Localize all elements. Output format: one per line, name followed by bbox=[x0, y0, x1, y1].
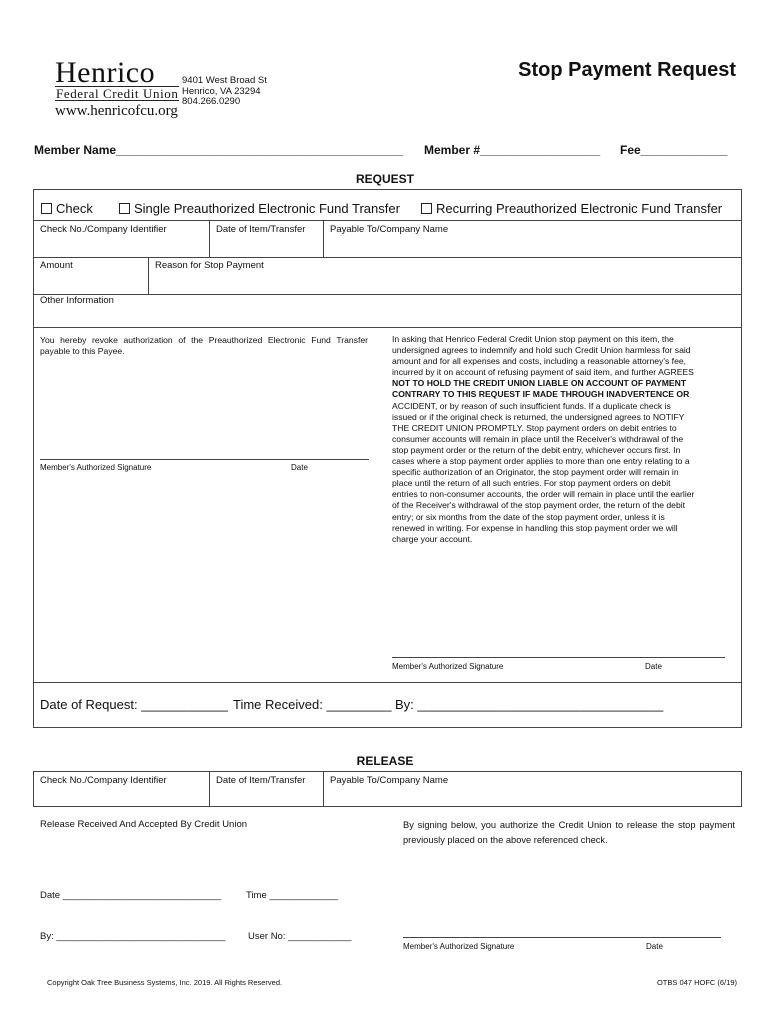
divider bbox=[33, 327, 742, 328]
stop-payment-agreement-text bbox=[392, 334, 732, 545]
recurring-eft-label: Recurring Preauthorized Electronic Fund Transfer bbox=[436, 201, 723, 216]
agreement-line: NOT TO HOLD THE CREDIT UNION LIABLE ON ACCOUNT OF PAYMENT bbox=[392, 378, 687, 389]
agreement-line: THE CREDIT UNION PROMPTLY. Stop payment orders on debit entries to bbox=[392, 422, 677, 433]
check-no-field[interactable]: Check No./Company Identifier bbox=[40, 224, 167, 235]
payable-to-field[interactable]: Payable To/Company Name bbox=[330, 224, 449, 235]
reason-field[interactable]: Reason for Stop Payment bbox=[155, 260, 264, 271]
fee-field[interactable]: Fee_____________ bbox=[620, 143, 728, 157]
divider bbox=[33, 294, 742, 295]
agreement-line: cases where a stop payment order applies to more than one entry relating to a bbox=[392, 456, 690, 467]
release-signature-line[interactable] bbox=[403, 937, 721, 938]
date-of-request-field[interactable]: Date of Request: ____________ bbox=[40, 697, 228, 712]
signature-date-label: Date bbox=[291, 463, 308, 472]
single-eft-label: Single Preauthorized Electronic Fund Transfer bbox=[134, 201, 400, 216]
single-eft-option[interactable] bbox=[119, 201, 400, 216]
agreement-line: place until the return of all such entries. For stop payment orders on debit bbox=[392, 478, 671, 489]
checkbox-icon[interactable] bbox=[119, 203, 130, 214]
release-date-field[interactable]: Date ______________________________ bbox=[40, 890, 222, 901]
form-code: OTBS 047 HOFC (6/19) bbox=[656, 978, 737, 987]
check-option-label: Check bbox=[56, 201, 93, 216]
release-received-text: Release Received And Accepted By Credit Union bbox=[40, 819, 248, 830]
release-heading: RELEASE bbox=[356, 754, 414, 768]
website-url[interactable]: www.henricofcu.org bbox=[55, 103, 178, 119]
checkbox-icon[interactable] bbox=[41, 203, 52, 214]
agreement-line: ACCIDENT, or by reason of such insufficient funds. If a duplicate check is bbox=[392, 400, 671, 411]
agreement-line: entries to non-consumer accounts, the order will remain in place until the earlier bbox=[392, 489, 695, 500]
agreement-line: undersigned agrees to indemnify and hold such Credit Union harmless for said bbox=[392, 345, 691, 356]
signature-label: Member's Authorized Signature bbox=[392, 662, 504, 671]
signature-date-label: Date bbox=[645, 662, 662, 671]
check-option[interactable] bbox=[41, 201, 93, 216]
address-city: Henrico, VA 23294 bbox=[182, 85, 261, 97]
checkbox-icon[interactable] bbox=[421, 203, 432, 214]
divider bbox=[33, 257, 742, 258]
agreement-line: stop payment order or the return of the debit entry, whichever occurs first. In bbox=[392, 444, 681, 455]
divider bbox=[209, 771, 210, 807]
signature-line[interactable] bbox=[392, 657, 725, 658]
agreement-line: of the Receiver's withdrawal of the stop payment order, the return of the debit bbox=[392, 500, 686, 511]
agreement-line: amount and for all expenses and costs, including a reasonable attorney's fee, bbox=[392, 356, 687, 367]
release-date-of-item-field[interactable]: Date of Item/Transfer bbox=[216, 775, 306, 786]
other-info-field[interactable]: Other Information bbox=[40, 295, 114, 306]
signature-line[interactable] bbox=[40, 459, 369, 460]
address-street: 9401 West Broad St bbox=[182, 75, 267, 86]
recurring-eft-option[interactable] bbox=[421, 201, 722, 216]
agreement-line: renewed in writing. For expense in handling this stop payment order we will bbox=[392, 522, 678, 533]
agreement-line: entry; or six months from the date of the stop payment order, unless it is bbox=[392, 511, 665, 522]
form-title: Stop Payment Request bbox=[518, 59, 736, 81]
release-check-no-field[interactable]: Check No./Company Identifier bbox=[40, 775, 167, 786]
agreement-line: charge your account. bbox=[392, 533, 473, 544]
revoke-authorization-text: You hereby revoke authorization of the Preauthorized Electronic Fund Transfer payable to this Payee. bbox=[40, 335, 368, 357]
time-received-field[interactable]: Time Received: _________ bbox=[233, 697, 392, 712]
agreement-line: In asking that Henrico Federal Credit Union stop payment on this item, the bbox=[392, 334, 674, 344]
by-field[interactable]: By: __________________________________ bbox=[395, 697, 664, 712]
logo-wordmark: Henrico bbox=[55, 56, 156, 89]
divider bbox=[209, 220, 210, 257]
agreement-line: issued or if the original check is returned, the undersigned agrees to NOTIFY bbox=[392, 411, 685, 422]
agreement-line: specific authorization of an Originator, the stop payment order will remain in bbox=[392, 467, 679, 478]
agreement-line: CONTRARY TO THIS REQUEST IF MADE THROUGH INADVERTENCE OR bbox=[392, 389, 690, 400]
divider bbox=[323, 771, 324, 807]
release-user-no-field[interactable]: User No: ____________ bbox=[248, 931, 352, 942]
divider bbox=[33, 682, 742, 683]
amount-field[interactable]: Amount bbox=[40, 260, 73, 271]
address-block bbox=[182, 76, 267, 108]
release-authorize-text: By signing below, you authorize the Credit Union to release the stop payment previously placed on the above referenced check. bbox=[403, 820, 735, 845]
copyright-notice: Copyright Oak Tree Business Systems, Inc. 2019. All Rights Reserved. bbox=[47, 978, 283, 987]
request-heading: REQUEST bbox=[355, 172, 414, 186]
signature-label: Member's Authorized Signature bbox=[40, 463, 152, 472]
release-signature-label: Member's Authorized Signature bbox=[403, 942, 515, 951]
release-by-field[interactable]: By: ________________________________ bbox=[40, 931, 226, 942]
logo-subtitle: Federal Credit Union bbox=[56, 86, 179, 101]
divider bbox=[33, 220, 742, 221]
divider bbox=[148, 257, 149, 294]
release-time-field[interactable]: Time _____________ bbox=[246, 890, 339, 901]
divider bbox=[323, 220, 324, 257]
agreement-line: consumer accounts will remain in place until the Receiver's withdrawal of the bbox=[392, 433, 684, 444]
agreement-line: incurred by it on account of refusing payment of said item, and further AGREES bbox=[392, 367, 694, 378]
member-number-field[interactable]: Member #__________________ bbox=[424, 143, 601, 157]
member-name-field[interactable]: Member Name___________________________________________ bbox=[34, 143, 404, 157]
date-of-item-field[interactable]: Date of Item/Transfer bbox=[216, 224, 306, 235]
address-phone: 804.266.0290 bbox=[182, 96, 241, 107]
release-date-label: Date bbox=[646, 942, 663, 951]
release-payable-to-field[interactable]: Payable To/Company Name bbox=[330, 775, 449, 786]
